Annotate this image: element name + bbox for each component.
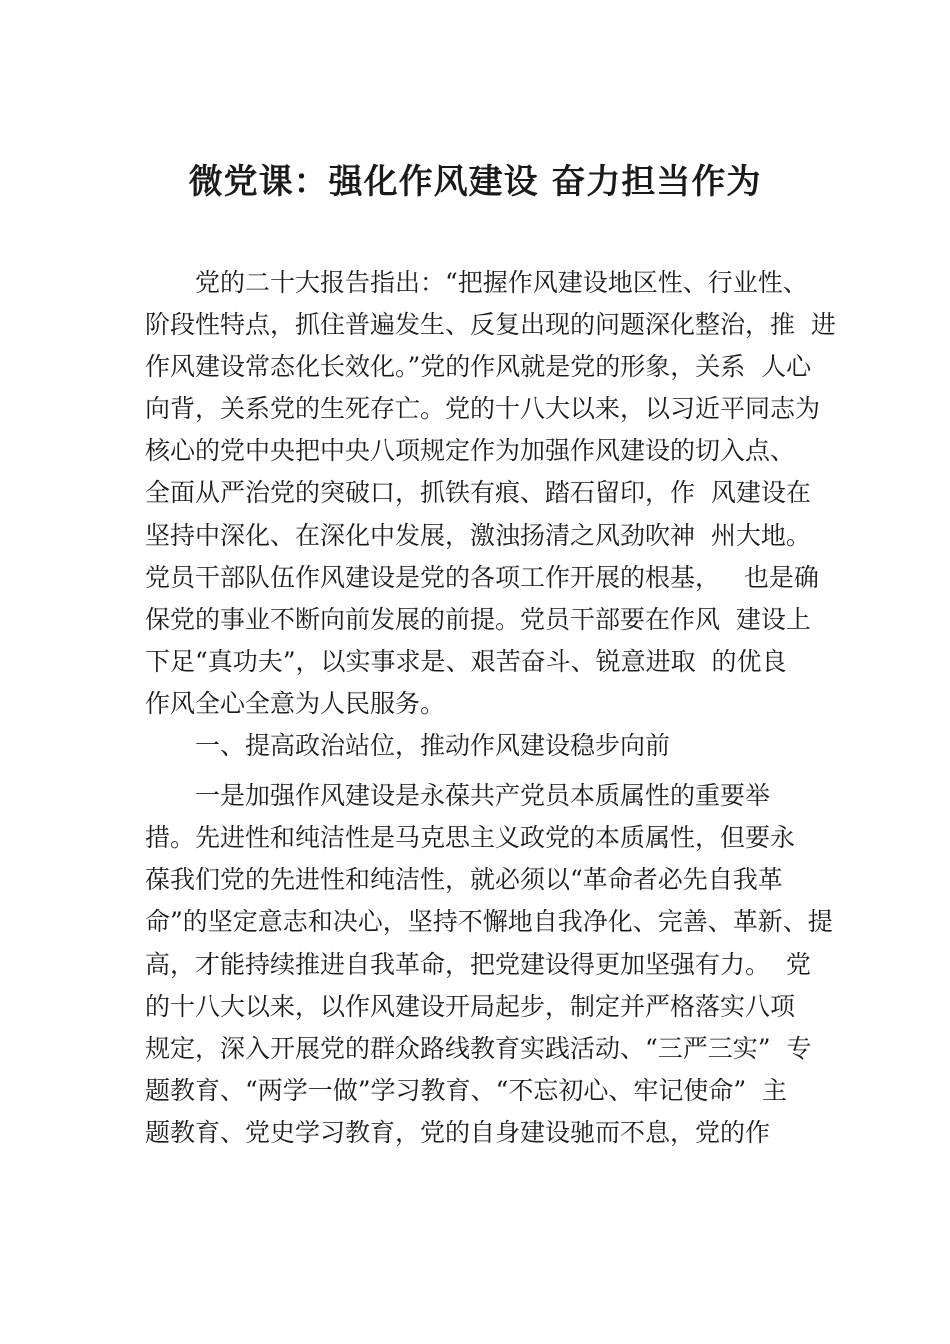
text-line: 全面从严治党的突破口，抓铁有痕、踏石留印，作 风建设在 [145, 478, 811, 508]
section-heading [145, 725, 835, 767]
text-line: 下足“真功夫”，以实事求是、艰苦奋斗、锐意进取 的优良 [145, 646, 787, 676]
text-line: 高，才能持续推进自我革命，把党建设得更加坚强有力。 党 [145, 949, 811, 979]
text-line: 的十八大以来，以作风建设开局起步，制定并严格落实八项 [145, 991, 796, 1021]
text-line: 坚持中深化、在深化中发展，激浊扬清之风劲吹神 州大地。 [145, 520, 811, 550]
text-line: 保党的事业不断向前发展的前提。党员干部要在作风 建设上 [145, 604, 811, 634]
paragraph-intro [145, 262, 835, 725]
text-line: 核心的党中央把中央八项规定作为加强作风建设的切入点、 [145, 436, 796, 466]
text-line: 作风全心全意为人民服务。 [145, 688, 446, 718]
text-line: 阶段性特点，抓住普遍发生、反复出现的问题深化整治，推 进 [145, 310, 836, 340]
section-heading-text: 一、提高政治站位，推动作风建设稳步向前 [195, 731, 671, 761]
document-body [145, 262, 835, 1154]
text-line: 作风建设常态化长效化。”党的作风就是党的形象，关系 人心 [145, 352, 812, 382]
text-line: 命”的坚定意志和决心，坚持不懈地自我净化、完善、革新、提 [145, 907, 833, 937]
text-line: 党的二十大报告指出：“把握作风建设地区性、行业性、 [195, 268, 808, 297]
text-line: 题教育、党史学习教育，党的自身建设驰而不息，党的作 [145, 1117, 771, 1147]
paragraph-section-one [145, 775, 835, 1154]
text-line: 向背，关系党的生死存亡。党的十八大以来，以习近平同志为 [145, 394, 821, 424]
text-line: 葆我们党的先进性和纯洁性，就必须以“革命者必先自我革 [145, 865, 783, 895]
text-line: 规定，深入开展党的群众路线教育实践活动、“三严三实” 专 [145, 1033, 812, 1063]
document-title: 微党课：强化作风建设 奋力担当作为 [188, 162, 762, 202]
text-line: 党员干部队伍作风建设是党的各项工作开展的根基， 也是确 [145, 562, 819, 592]
paragraph-gap [145, 767, 835, 775]
text-line: 题教育、“两学一做”学习教育、“不忘初心、牢记使命” 主 [145, 1075, 788, 1105]
text-line: 一是加强作风建设是永葆共产党员本质属性的重要举 [195, 781, 771, 811]
text-line: 措。先进性和纯洁性是马克思主义政党的本质属性，但要永 [145, 823, 796, 853]
